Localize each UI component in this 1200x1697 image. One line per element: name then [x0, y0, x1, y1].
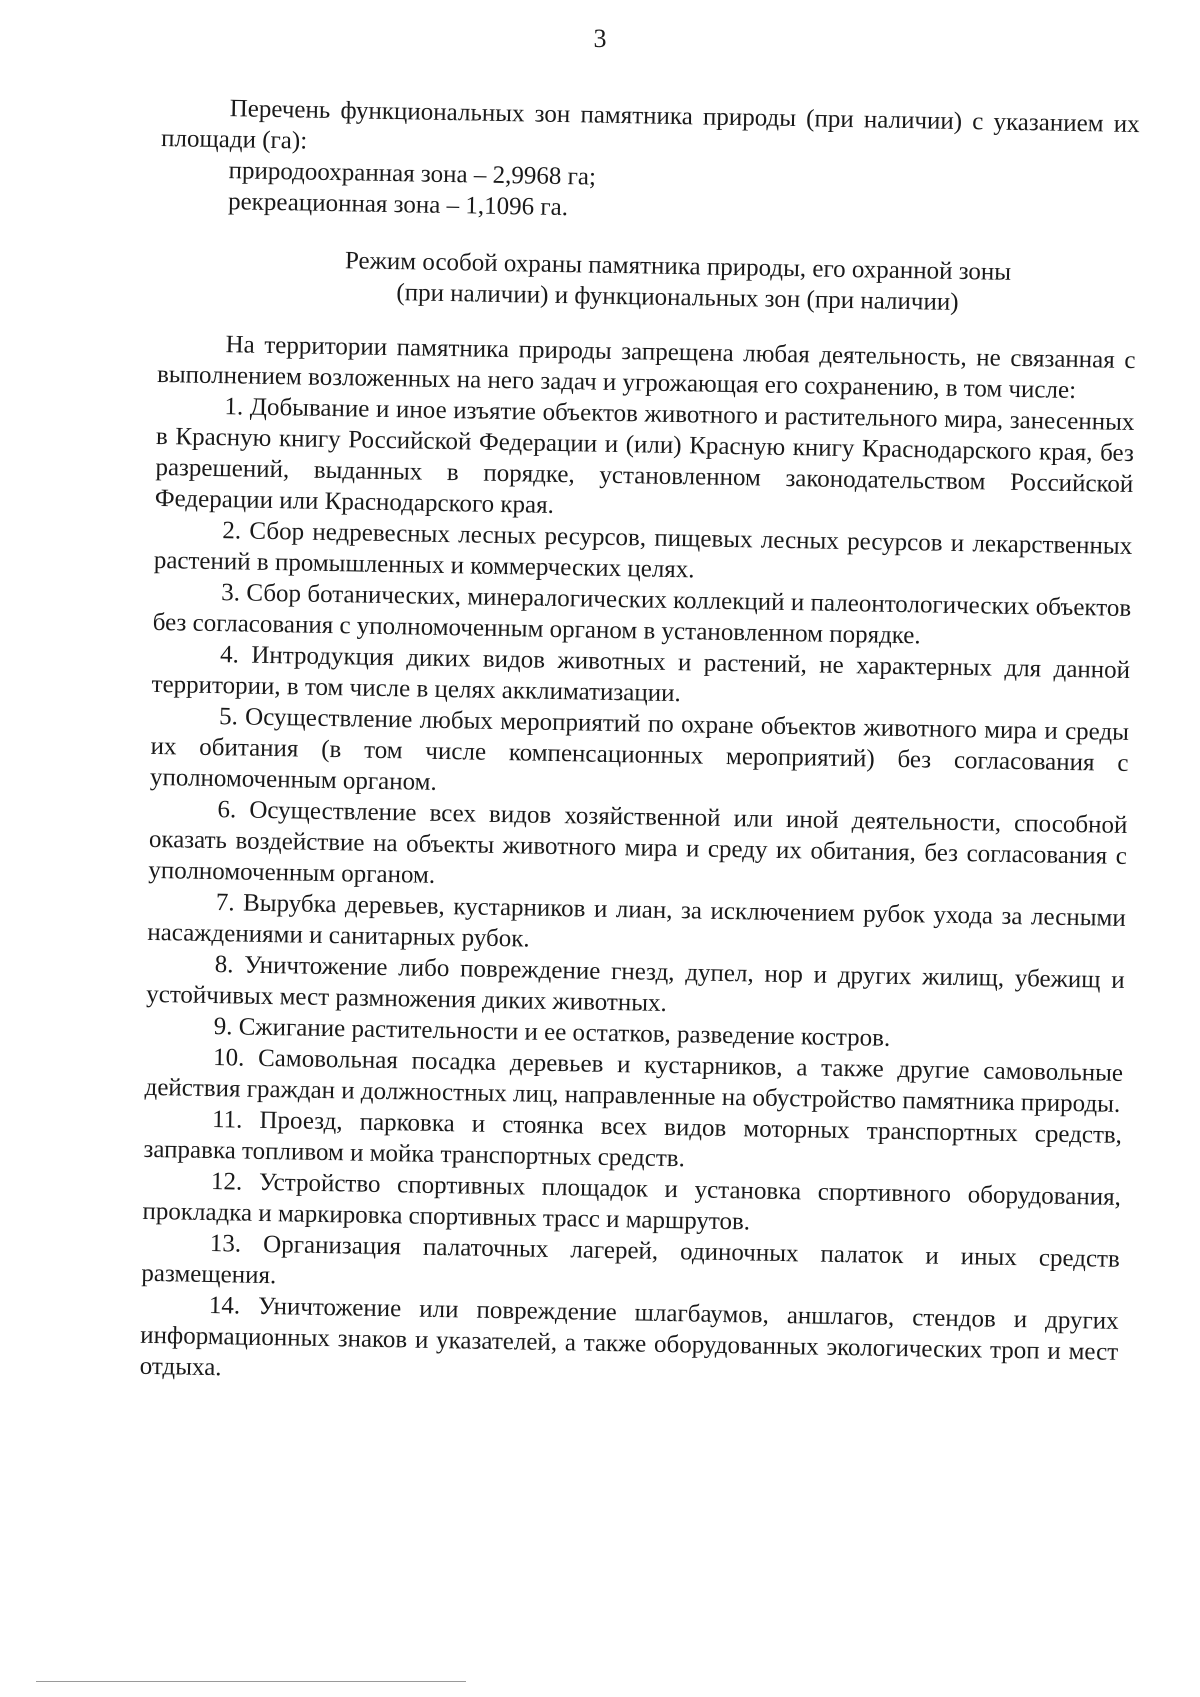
zone-item-protection: природоохранная зона – 2,9968 га; — [228, 157, 597, 191]
prohibition-item: 8. Уничтожение либо повреждение гнезд, дупел, нор и других жилищ, убежищ и устойчивых мест размножения диких животных. — [146, 951, 1125, 1017]
regime-title-line2: (при наличии) и функциональных зон (при наличии) — [396, 279, 959, 316]
prohibition-item: 2. Сбор недревесных лесных ресурсов, пищевых лесных ресурсов и лекарственных растений в промышленных и коммерческих целях. — [153, 517, 1133, 584]
prohibition-item: 10. Самовольная посадка деревьев и кустарников, а также другие самовольные действия граждан и должностных лиц, направленные на обустройство памятника природы. — [144, 1044, 1124, 1118]
prohibition-item: 4. Интродукция диких видов животных и растений, не характерных для данной территории, в том числе в целях акклиматизации. — [151, 641, 1131, 708]
prohibition-item: 12. Устройство спортивных площадок и установка спортивного оборудования, прокладка и маркировка спортивных трасс и маршрутов. — [142, 1168, 1122, 1236]
prohibition-item: 5. Осуществление любых мероприятий по охране объектов животного мира и среды их обитания (в том числе компенсационных мероприятий) без согласования с уполномоченным органом. — [149, 703, 1130, 796]
prohibition-item: 11. Проезд, парковка и стоянка всех видов моторных транспортных средств, заправка топливом и мойка транспортных средств. — [143, 1106, 1123, 1173]
bottom-scan-line — [36, 1681, 466, 1682]
zone-item-recreation: рекреационная зона – 1,1096 га. — [227, 188, 569, 222]
prohibition-item: 7. Вырубка деревьев, кустарников и лиан, за исключением рубок ухода за лесными насаждениями и санитарных рубок. — [147, 889, 1126, 953]
prohibition-item: 14. Уничтожение или повреждение шлагбаумов, аншлагов, стендов и других информационных знаков и указателей, а также оборудованных экологических троп и мест отдыха. — [139, 1292, 1119, 1382]
prohibition-item: 3. Сбор ботанических, минералогических коллекций и палеонтологических объектов без согласования с уполномоченным органом в установленном порядке. — [152, 579, 1132, 650]
prohibition-item: 6. Осуществление всех видов хозяйственной или иной деятельности, способной оказать воздействие на объекты животного мира и среду их обитания, без согласования с уполномоченным органом. — [148, 796, 1128, 889]
document-body — [139, 92, 1139, 1399]
regime-title-line1: Режим особой охраны памятника природы, его охранной зоны — [344, 247, 1012, 286]
page-number: 3 — [593, 24, 607, 53]
regime-intro: На территории памятника природы запрещена любая деятельность, не связанная с выполнением возложенных на него задач и угрожающая его сохранению, в том числе: — [156, 331, 1136, 404]
prohibition-item: 1. Добывание и иное изъятие объектов животного и растительного мира, занесенных в Красную книгу Российской Федерации и (или) Красную книгу Краснодарского края, без разрешений, выданных в порядке, установленном законодательством Российской Федерации или Краснодарского края. — [154, 393, 1135, 519]
zones-heading: Перечень функциональных зон памятника природы (при наличии) с указанием их площади (га): — [160, 95, 1140, 155]
prohibition-item: 9. Сжигание растительности и ее остатков, разведение костров. — [213, 1013, 891, 1052]
prohibition-item: 13. Организация палаточных лагерей, одиночных палаток и иных средств размещения. — [141, 1230, 1121, 1290]
